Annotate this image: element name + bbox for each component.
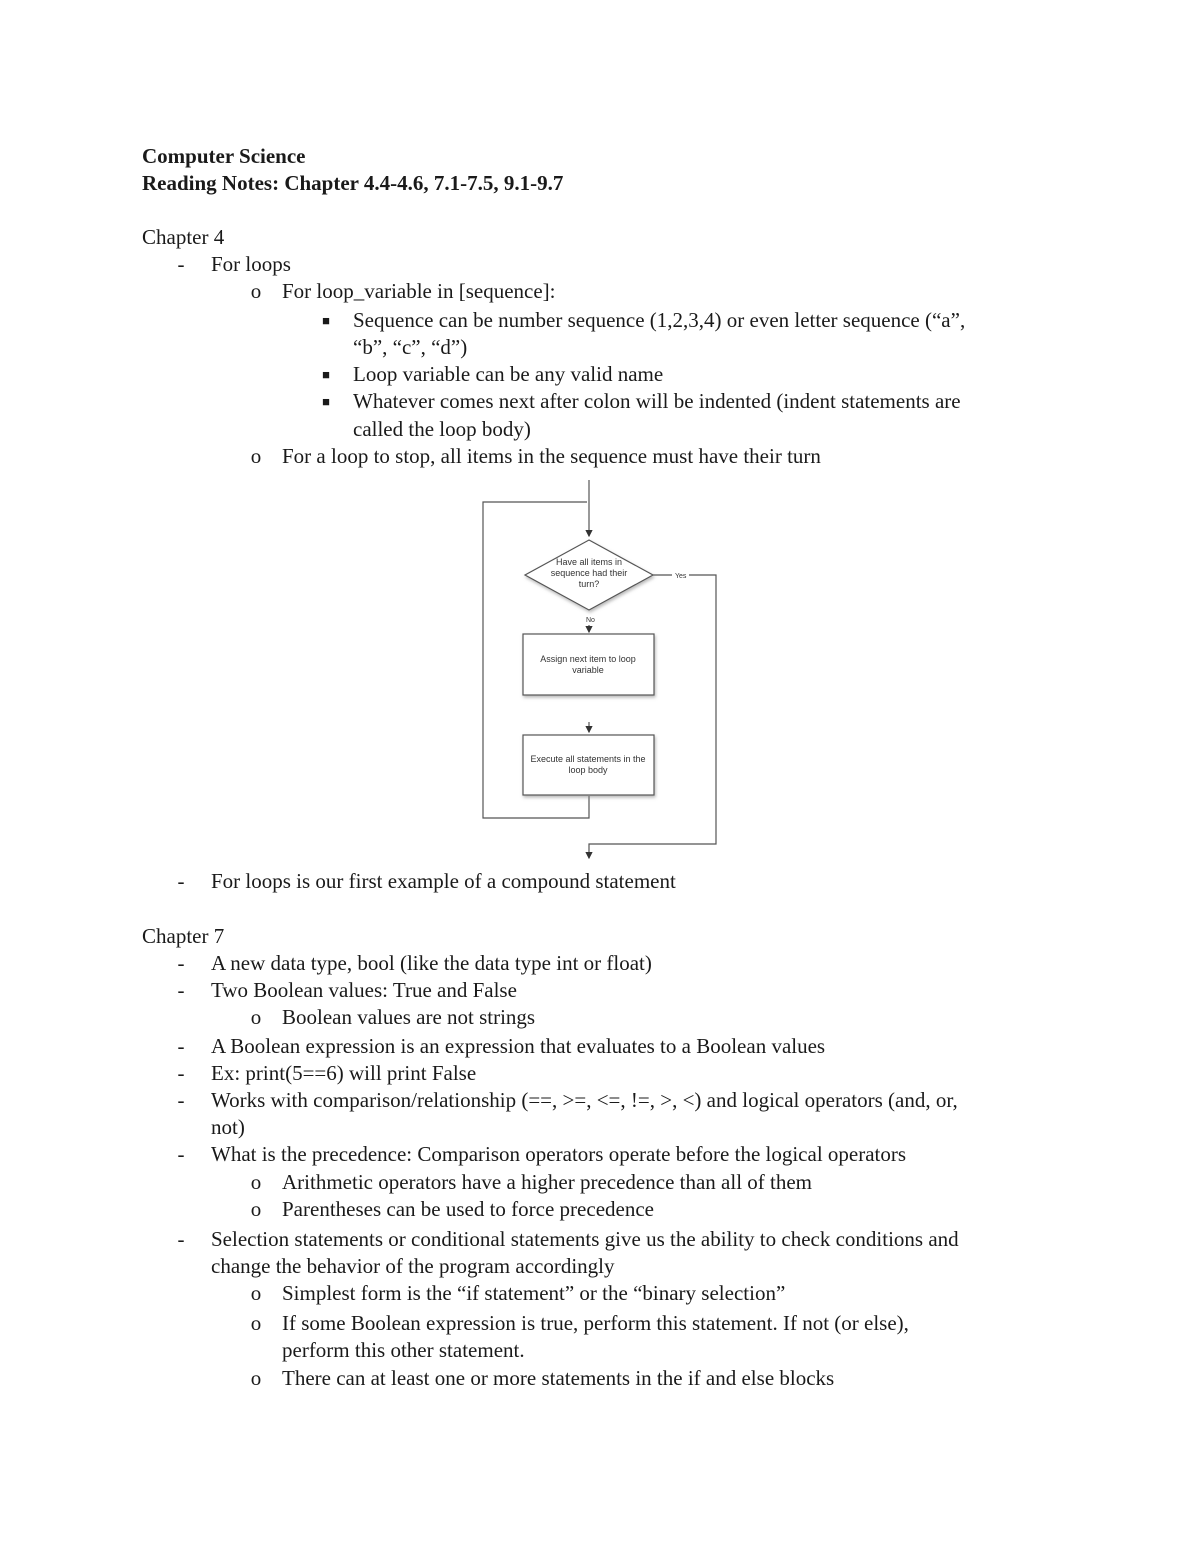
- chapter7-heading: Chapter 7: [142, 924, 225, 948]
- circle-bullet: o: [250, 444, 262, 468]
- decision-text-line2: sequence had their: [550, 568, 628, 578]
- chapter4-sub-loop-variable: Loop variable can be any valid name: [353, 362, 664, 386]
- square-bullet: ■: [322, 394, 330, 409]
- chapter7-item-bool: A new data type, bool (like the data type int or float): [211, 951, 652, 975]
- execute-text-line1: Execute all statements in the: [530, 754, 646, 764]
- square-bullet: ■: [322, 367, 330, 382]
- chapter7-sub-blocks: There can at least one or more statements in the if and else blocks: [282, 1366, 835, 1390]
- no-label: No: [586, 617, 595, 624]
- chapter7-item-operators-line1: Works with comparison/relationship (==, >=, <=, !=, >, <) and logical operators (and, or,: [211, 1088, 958, 1112]
- decision-text-line3: turn?: [578, 579, 600, 589]
- chapter7-sub-not-strings: Boolean values are not strings: [282, 1005, 536, 1029]
- for-loop-flowchart: [478, 478, 728, 863]
- dash-bullet: -: [177, 1142, 185, 1166]
- dash-bullet: -: [177, 252, 185, 276]
- chapter4-sub-syntax: For loop_variable in [sequence]:: [282, 279, 556, 303]
- circle-bullet: o: [250, 1281, 262, 1305]
- chapter7-sub-arithmetic: Arithmetic operators have a higher precedence than all of them: [282, 1170, 813, 1194]
- circle-bullet: o: [250, 1197, 262, 1221]
- chapter7-item-selection-line2: change the behavior of the program accordingly: [211, 1254, 615, 1278]
- circle-bullet: o: [250, 1005, 262, 1029]
- document-title: Computer Science: [142, 144, 306, 168]
- chapter4-sub-indent-line2: called the loop body): [353, 417, 531, 441]
- exit-line: [589, 575, 716, 858]
- dash-bullet: -: [177, 951, 185, 975]
- assign-text-line1: Assign next item to loop: [540, 654, 636, 664]
- circle-bullet: o: [250, 1170, 262, 1194]
- chapter7-sub-if-else-line1: If some Boolean expression is true, perform this statement. If not (or else),: [282, 1311, 909, 1335]
- assign-text-line2: variable: [572, 665, 604, 675]
- chapter4-sub-sequence-line1: Sequence can be number sequence (1,2,3,4) or even letter sequence (“a”,: [353, 308, 966, 332]
- dash-bullet: -: [177, 1088, 185, 1112]
- square-bullet: ■: [322, 313, 330, 328]
- chapter7-item-selection-line1: Selection statements or conditional statements give us the ability to check conditions and: [211, 1227, 959, 1251]
- document-subtitle: Reading Notes: Chapter 4.4-4.6, 7.1-7.5, 9.1-9.7: [142, 171, 564, 195]
- chapter7-item-boolean-expression: A Boolean expression is an expression that evaluates to a Boolean values: [211, 1034, 826, 1058]
- dash-bullet: -: [177, 869, 185, 893]
- chapter7-item-operators-line2: not): [211, 1115, 245, 1139]
- chapter7-item-example: Ex: print(5==6) will print False: [211, 1061, 477, 1085]
- chapter4-item-for-loops: For loops: [211, 252, 291, 276]
- chapter7-sub-if-else-line2: perform this other statement.: [282, 1338, 525, 1362]
- chapter7-sub-simplest-form: Simplest form is the “if statement” or the “binary selection”: [282, 1281, 786, 1305]
- chapter7-item-precedence: What is the precedence: Comparison operators operate before the logical operators: [211, 1142, 907, 1166]
- circle-bullet: o: [250, 1366, 262, 1390]
- execute-text-line2: loop body: [568, 765, 608, 775]
- yes-label: Yes: [675, 573, 687, 580]
- chapter4-heading: Chapter 4: [142, 225, 225, 249]
- circle-bullet: o: [250, 279, 262, 303]
- circle-bullet: o: [250, 1311, 262, 1335]
- decision-text-line1: Have all items in: [555, 557, 623, 567]
- chapter7-item-boolean-values: Two Boolean values: True and False: [211, 978, 517, 1002]
- dash-bullet: -: [177, 1061, 185, 1085]
- chapter4-sub-sequence-line2: “b”, “c”, “d”): [353, 335, 468, 359]
- chapter4-item-compound-statement: For loops is our first example of a compound statement: [211, 869, 676, 893]
- dash-bullet: -: [177, 978, 185, 1002]
- chapter4-sub-indent-line1: Whatever comes next after colon will be indented (indent statements are: [353, 389, 961, 413]
- chapter4-sub-loop-stop: For a loop to stop, all items in the sequence must have their turn: [282, 444, 821, 468]
- dash-bullet: -: [177, 1227, 185, 1251]
- chapter7-sub-parentheses: Parentheses can be used to force precedence: [282, 1197, 654, 1221]
- dash-bullet: -: [177, 1034, 185, 1058]
